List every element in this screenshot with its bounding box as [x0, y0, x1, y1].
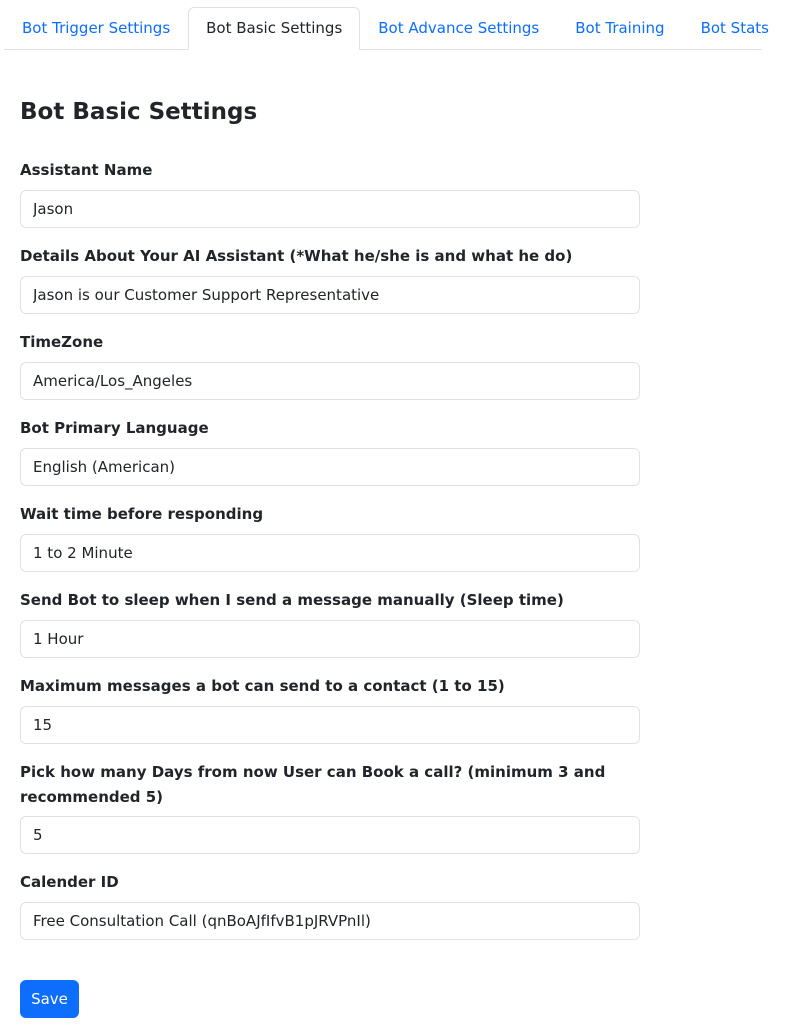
save-button[interactable]: Save [20, 980, 79, 1018]
booking-days-label: Pick how many Days from now User can Book a call? (minimum 3 and recommended 5) [20, 763, 606, 806]
max-messages-label: Maximum messages a bot can send to a contact (1 to 15) [20, 677, 505, 695]
tab-bot-trigger-settings[interactable]: Bot Trigger Settings [22, 19, 171, 37]
assistant-details-label: Details About Your AI Assistant (*What he/she is and what he do) [20, 247, 573, 265]
primary-language-input[interactable] [20, 448, 640, 486]
settings-tabs [4, 7, 769, 50]
calendar-id-label: Calender ID [20, 873, 119, 891]
tab-bot-training[interactable]: Bot Training [575, 19, 665, 37]
tab-bot-advance-settings[interactable]: Bot Advance Settings [378, 19, 540, 37]
timezone-label: TimeZone [20, 333, 104, 351]
wait-time-input[interactable] [20, 534, 640, 572]
tab-bot-basic-settings[interactable]: Bot Basic Settings [188, 7, 360, 50]
max-messages-input[interactable] [20, 706, 640, 744]
assistant-details-input[interactable] [20, 276, 640, 314]
sleep-time-label: Send Bot to sleep when I send a message manually (Sleep time) [20, 591, 564, 609]
assistant-name-label: Assistant Name [20, 161, 153, 179]
tab-bot-stats[interactable]: Bot Stats [700, 19, 769, 37]
page-title: Bot Basic Settings [20, 99, 258, 125]
wait-time-label: Wait time before responding [20, 505, 264, 523]
calendar-id-input[interactable] [20, 902, 640, 940]
assistant-name-input[interactable] [20, 190, 640, 228]
primary-language-label: Bot Primary Language [20, 419, 209, 437]
booking-days-input[interactable] [20, 816, 640, 854]
timezone-input[interactable] [20, 362, 640, 400]
sleep-time-input[interactable] [20, 620, 640, 658]
